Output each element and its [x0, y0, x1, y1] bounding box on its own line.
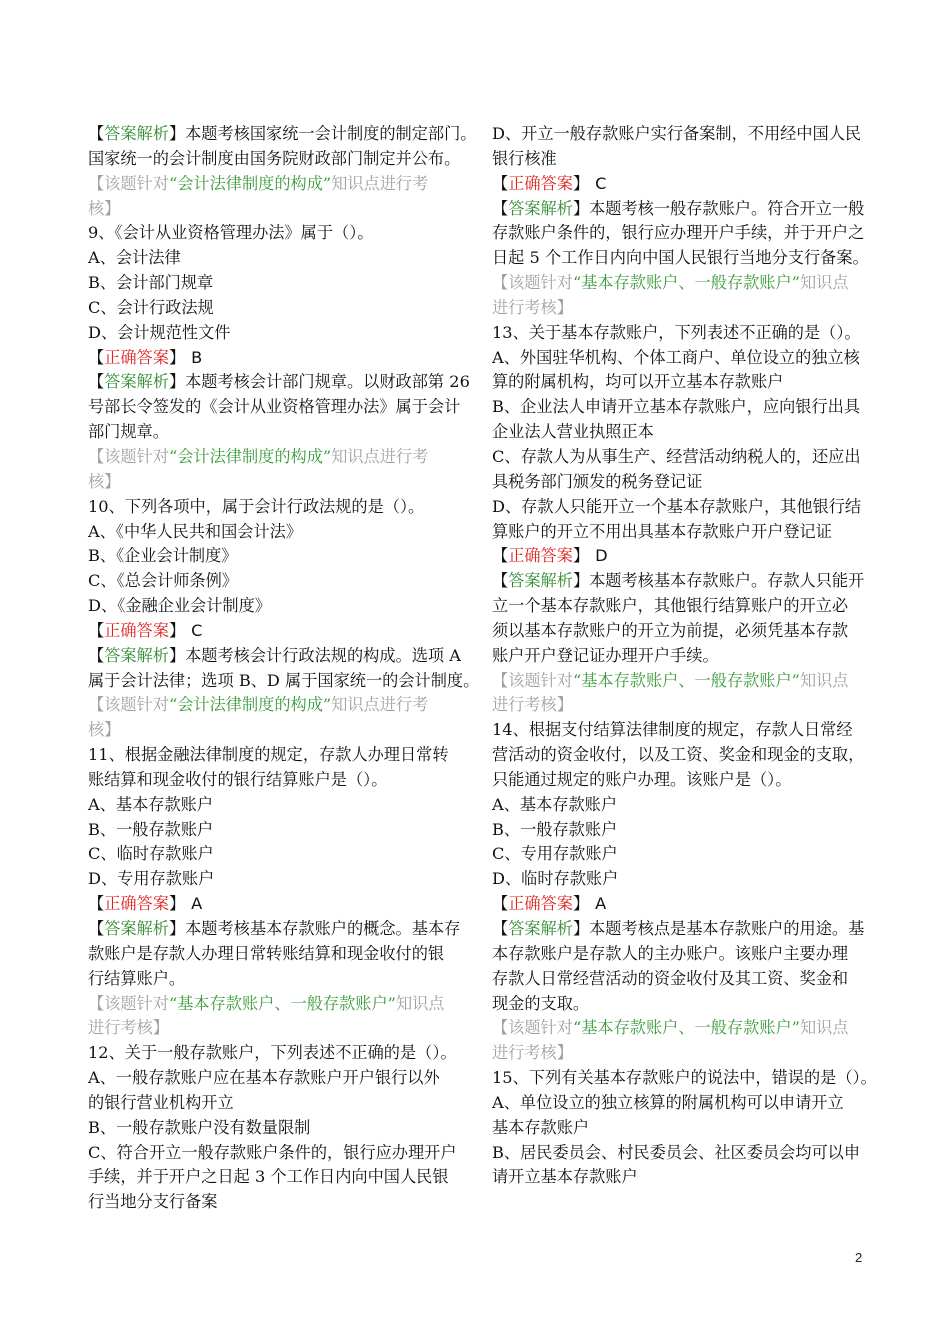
question-stem: 11、根据金融法律制度的规定，存款人办理日常转	[88, 745, 449, 765]
analysis-line: 【答案解析】本题考核会计部门规章。以财政部第 26	[88, 372, 470, 392]
analysis-text: 现金的支取。	[492, 993, 590, 1013]
topic-tag-cont: 核】	[88, 198, 121, 218]
analysis-text: 行结算账户。	[88, 968, 186, 988]
answer-value: D	[595, 546, 608, 566]
analysis-text: 立一个基本存款账户，其他银行结算账户的开立必	[492, 596, 849, 616]
answer-value: C	[191, 620, 203, 640]
option: C、专用存款账户	[492, 844, 618, 864]
answer-line: 【正确答案】 C	[88, 620, 203, 640]
answer-value: A	[191, 894, 203, 914]
option: B、一般存款账户	[492, 819, 618, 839]
option: 行当地分支行备案	[88, 1192, 218, 1212]
option: D、《金融企业会计制度》	[88, 596, 271, 616]
option: D、专用存款账户	[88, 869, 215, 889]
analysis-text: 属于会计法律；选项 B、D 属于国家统一的会计制度。	[88, 670, 480, 690]
option: C、临时存款账户	[88, 844, 214, 864]
option: A、基本存款账户	[88, 794, 214, 814]
analysis-line: 【答案解析】本题考核一般存款账户。符合开立一般	[492, 198, 865, 218]
analysis-text: 须以基本存款账户的开立为前提，必须凭基本存款	[492, 620, 849, 640]
analysis-text: 国家统一的会计制度由国务院财政部门制定并公布。	[88, 148, 461, 168]
answer-line: 【正确答案】 C	[492, 173, 607, 193]
analysis-text: 号部长令签发的《会计从业资格管理办法》属于会计	[88, 397, 461, 417]
analysis-text: 款账户是存款人办理日常转账结算和现金收付的银	[88, 943, 445, 963]
question-stem: 10、下列各项中，属于会计行政法规的是（）。	[88, 496, 425, 516]
option: B、一般存款账户	[88, 819, 214, 839]
option: B、居民委员会、村民委员会、社区委员会均可以申	[492, 1142, 861, 1162]
answer-line: 【正确答案】 A	[88, 894, 203, 914]
option: B、企业法人申请开立基本存款账户，应向银行出具	[492, 397, 861, 417]
question-stem: 营活动的资金收付，以及工资、奖金和现金的支取，	[492, 745, 865, 765]
option: D、开立一般存款账户实行备案制，不用经中国人民	[492, 124, 862, 143]
answer-value: C	[595, 173, 607, 193]
answer-line: 【正确答案】 A	[492, 894, 607, 914]
analysis-text: 本题考核国家统一会计制度的制定部门。	[185, 124, 477, 143]
question-stem: 14、根据支付结算法律制度的规定，存款人日常经	[492, 720, 853, 740]
topic-tag-cont: 进行考核】	[492, 297, 573, 317]
left-column	[88, 122, 480, 1215]
analysis-text: 存款账户条件的，银行应办理开户手续，并于开户之	[492, 223, 865, 243]
option: 银行核准	[492, 148, 557, 168]
topic-tag: 【该题针对“会计法律制度的构成”知识点进行考	[88, 446, 429, 466]
option: A、外国驻华机构、个体工商户、单位设立的独立核	[492, 347, 860, 367]
option: B、《企业会计制度》	[88, 546, 238, 566]
topic-tag: 【该题针对“基本存款账户、一般存款账户”知识点	[492, 1018, 849, 1038]
option: 企业法人营业执照正本	[492, 422, 654, 442]
answer-line: 【正确答案】 B	[88, 347, 203, 367]
option: A、《中华人民共和国会计法》	[88, 521, 303, 541]
option: 基本存款账户	[492, 1117, 590, 1137]
option: C、符合开立一般存款账户条件的，银行应办理开户	[88, 1142, 457, 1162]
analysis-label: 答案解析	[104, 124, 169, 143]
option: 算的附属机构，均可以开立基本存款账户	[492, 372, 784, 392]
answer-line: 【正确答案】 D	[492, 546, 608, 566]
option: 算账户的开立不用出具基本存款账户开户登记证	[492, 521, 832, 541]
analysis-text: 账户开户登记证办理开户手续。	[492, 645, 719, 665]
question-stem: 账结算和现金收付的银行结算账户是（）。	[88, 769, 388, 789]
analysis-text: 存款人日常经营活动的资金收付及其工资、奖金和	[492, 968, 849, 988]
option: 具税务部门颁发的税务登记证	[492, 471, 703, 491]
option: A、基本存款账户	[492, 794, 618, 814]
topic-tag-cont: 进行考核】	[492, 1043, 573, 1063]
topic-tag: 【该题针对“会计法律制度的构成”知识点进行考	[88, 173, 429, 193]
analysis-line: 【答案解析】本题考核会计行政法规的构成。选项 A	[88, 645, 461, 665]
analysis-text: 日起 5 个工作日内向中国人民银行当地分支行备案。	[492, 248, 869, 268]
option: 请开立基本存款账户	[492, 1167, 638, 1187]
option: D、临时存款账户	[492, 869, 619, 889]
option: A、一般存款账户应在基本存款账户开户银行以外	[88, 1068, 440, 1088]
option: C、会计行政法规	[88, 297, 214, 317]
option: 的银行营业机构开立	[88, 1092, 234, 1112]
option: D、存款人只能开立一个基本存款账户，其他银行结	[492, 496, 862, 516]
option: D、会计规范性文件	[88, 322, 231, 342]
option: 手续，并于开户之日起 3 个工作日内向中国人民银	[88, 1167, 449, 1187]
question-stem: 15、下列有关基本存款账户的说法中，错误的是（）。	[492, 1068, 877, 1088]
answer-label: 正确答案	[104, 347, 169, 367]
topic-tag: 【该题针对“会计法律制度的构成”知识点进行考	[88, 695, 429, 715]
topic-tag-cont: 进行考核】	[492, 695, 573, 715]
answer-value: B	[191, 347, 203, 367]
question-stem: 13、关于基本存款账户，下列表述不正确的是（）。	[492, 322, 861, 342]
option: C、《总会计师条例》	[88, 571, 238, 591]
analysis-line: 【答案解析】本题考核点是基本存款账户的用途。基	[492, 919, 865, 938]
answer-value: A	[595, 894, 607, 914]
topic-tag-cont: 核】	[88, 720, 121, 740]
analysis-text: 部门规章。	[88, 422, 169, 442]
analysis-line: 【答案解析】本题考核基本存款账户。存款人只能开	[492, 571, 865, 591]
question-stem: 9、《会计从业资格管理办法》属于（）。	[88, 223, 374, 243]
topic-tag: 【该题针对“基本存款账户、一般存款账户”知识点	[88, 993, 445, 1013]
option: B、一般存款账户没有数量限制	[88, 1117, 311, 1137]
option: A、单位设立的独立核算的附属机构可以申请开立	[492, 1092, 844, 1112]
topic-tag: 【该题针对“基本存款账户、一般存款账户”知识点	[492, 670, 849, 690]
option: C、存款人为从事生产、经营活动纳税人的，还应出	[492, 446, 861, 466]
topic-name: “会计法律制度的构成”	[168, 173, 332, 193]
page-number: 2	[855, 1250, 863, 1265]
analysis-text: 本存款账户是存款人的主办账户。该账户主要办理	[492, 943, 849, 963]
question-stem: 12、关于一般存款账户，下列表述不正确的是（）。	[88, 1043, 457, 1063]
option: A、会计法律	[88, 248, 181, 268]
option: B、会计部门规章	[88, 273, 214, 293]
right-column	[492, 122, 877, 1190]
topic-tag-cont: 进行考核】	[88, 1018, 169, 1038]
question-stem: 只能通过规定的账户办理。该账户是（）。	[492, 769, 792, 789]
analysis-line: 【答案解析】本题考核国家统一会计制度的制定部门。	[88, 124, 477, 143]
topic-tag: 【该题针对“基本存款账户、一般存款账户”知识点	[492, 273, 849, 293]
analysis-line: 【答案解析】本题考核基本存款账户的概念。基本存	[88, 919, 461, 938]
topic-tag-cont: 核】	[88, 471, 121, 491]
